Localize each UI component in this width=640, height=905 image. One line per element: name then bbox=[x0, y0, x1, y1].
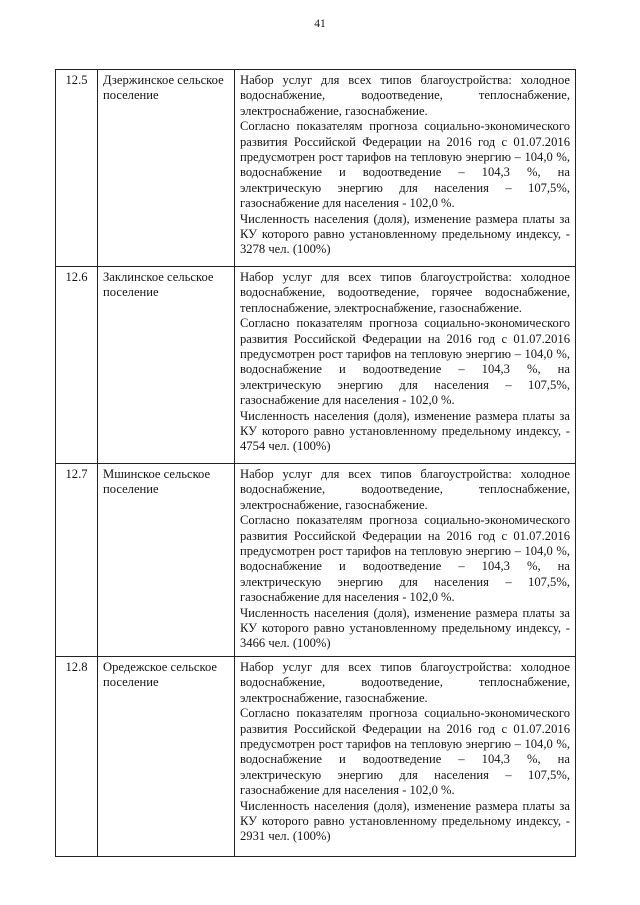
page-number: 41 bbox=[314, 18, 326, 30]
population-text: Численность населения (доля), изменение размера платы за КУ которого равно установленному предельному индексу, - 4754 чел. (100%) bbox=[240, 408, 570, 454]
forecast-text: Согласно показателям прогноза социально-экономического развития Российской Федерации на 2016 год с 01.07.2016 предусмотрен рост тарифов на тепловую энергию – 104,0 %, водоснабжение и водоотведение – 104,3 %, на электрическую энергию для населения – 107,5%, газоснабжение для населения - 102,0 %. bbox=[240, 513, 570, 605]
table-row bbox=[56, 267, 576, 464]
tariff-table bbox=[55, 69, 576, 857]
forecast-text: Согласно показателям прогноза социально-экономического развития Российской Федерации на 2016 год с 01.07.2016 предусмотрен рост тарифов на тепловую энергию – 104,0 %, водоснабжение и водоотведение – 104,3 %, на электрическую энергию для населения – 107,5%, газоснабжение для населения - 102,0 %. bbox=[240, 706, 570, 798]
settlement-name: Оредежское сельское поселение bbox=[98, 656, 235, 856]
row-number: 12.5 bbox=[56, 70, 98, 267]
description-cell bbox=[235, 267, 576, 464]
table-row bbox=[56, 464, 576, 657]
settlement-name: Мшинское сельское поселение bbox=[98, 464, 235, 657]
services-text: Набор услуг для всех типов благоустройства: холодное водоснабжение, водоотведение, горячее водоснабжение, теплоснабжение, электроснабжение, газоснабжение. bbox=[240, 270, 570, 315]
settlement-name: Заклинское сельское поселение bbox=[98, 267, 235, 464]
population-text: Численность населения (доля), изменение размера платы за КУ которого равно установленному предельному индексу, - 2931 чел. (100%) bbox=[240, 798, 570, 844]
row-number: 12.8 bbox=[56, 656, 98, 856]
services-text: Набор услуг для всех типов благоустройства: холодное водоснабжение, водоотведение, теплоснабжение, электроснабжение, газоснабжение. bbox=[240, 467, 570, 512]
forecast-text: Согласно показателям прогноза социально-экономического развития Российской Федерации на 2016 год с 01.07.2016 предусмотрен рост тарифов на тепловую энергию – 104,0 %, водоснабжение и водоотведение – 104,3 %, на электрическую энергию для населения – 107,5%, газоснабжение для населения - 102,0 %. bbox=[240, 119, 570, 211]
row-number: 12.6 bbox=[56, 267, 98, 464]
population-text: Численность населения (доля), изменение размера платы за КУ которого равно установленному предельному индексу, - 3466 чел. (100%) bbox=[240, 605, 570, 651]
table-row bbox=[56, 70, 576, 267]
description-cell bbox=[235, 656, 576, 856]
services-text: Набор услуг для всех типов благоустройства: холодное водоснабжение, водоотведение, теплоснабжение, электроснабжение, газоснабжение. bbox=[240, 73, 570, 118]
description-cell bbox=[235, 70, 576, 267]
table-row bbox=[56, 656, 576, 856]
forecast-text: Согласно показателям прогноза социально-экономического развития Российской Федерации на 2016 год с 01.07.2016 предусмотрен рост тарифов на тепловую энергию – 104,0 %, водоснабжение и водоотведение – 104,3 %, на электрическую энергию для населения – 107,5%, газоснабжение для населения - 102,0 %. bbox=[240, 316, 570, 408]
description-cell bbox=[235, 464, 576, 657]
row-number: 12.7 bbox=[56, 464, 98, 657]
services-text: Набор услуг для всех типов благоустройства: холодное водоснабжение, водоотведение, теплоснабжение, электроснабжение, газоснабжение. bbox=[240, 659, 570, 705]
population-text: Численность населения (доля), изменение размера платы за КУ которого равно установленному предельному индексу, - 3278 чел. (100%) bbox=[240, 211, 570, 257]
settlement-name: Дзержинское сельское поселение bbox=[98, 70, 235, 267]
